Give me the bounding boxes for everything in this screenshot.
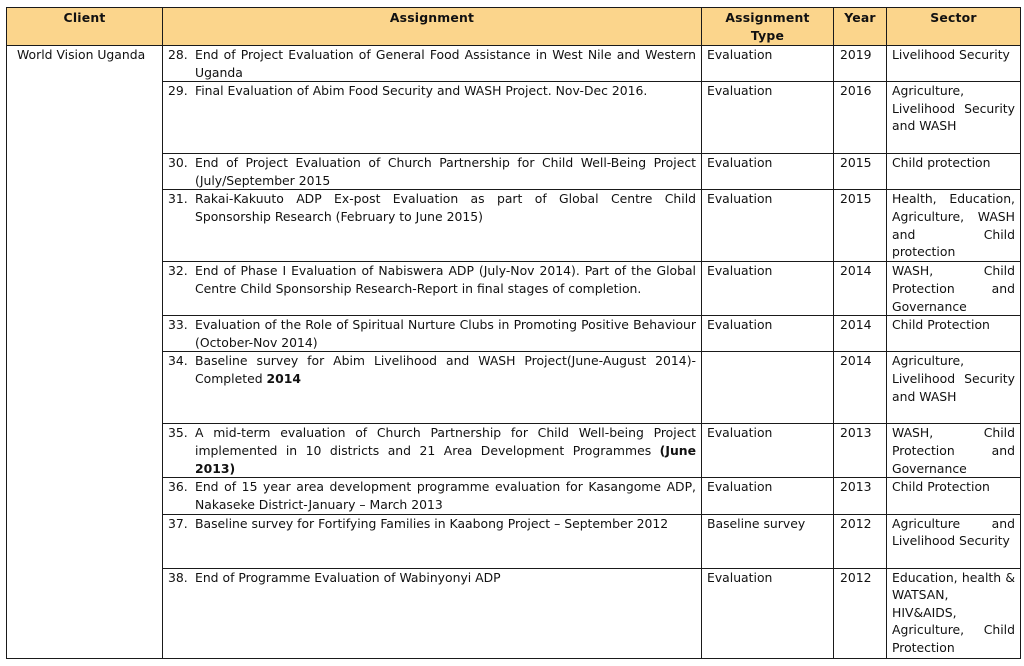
assignment-number: 33. (168, 317, 188, 333)
assignment-cell (163, 46, 702, 82)
assignment-number: 35. (168, 425, 188, 441)
assignment-text-wrap (195, 478, 696, 513)
assignment-text: End of Programme Evaluation of Wabinyonyi ADP (195, 569, 501, 585)
sector-cell: Livelihood Security (887, 46, 1021, 82)
assignment-text: A mid-term evaluation of Church Partnership for Child Well-being Project implemented in 10 districts and 21 Area Development Programmes (195, 425, 696, 458)
sector-cell: Child Protection (887, 316, 1021, 352)
sector-cell: Child protection (887, 154, 1021, 190)
assignment-type-cell: Evaluation (702, 262, 834, 316)
assignment-text: Rakai-Kakuuto ADP Ex-post Evaluation as part of Global Centre Child Sponsorship Research (February to June 2015) (195, 191, 696, 224)
year-cell: 2014 (834, 352, 887, 424)
assignment-type-cell: Evaluation (702, 190, 834, 262)
table-body (7, 46, 1021, 659)
assignment-cell (163, 316, 702, 352)
assignment-text: End of 15 year area development programme evaluation for Kasangome ADP, Nakaseke District-January – March 2013 (195, 479, 696, 512)
sector-cell: Education, health & WATSAN, HIV&AIDS, Agriculture, Child Protection (887, 568, 1021, 658)
assignment-type-cell: Evaluation (702, 46, 834, 82)
assignment-type-cell: Evaluation (702, 154, 834, 190)
assignment-number: 34. (168, 353, 188, 369)
assignment-text-wrap (195, 424, 696, 477)
assignment-cell (163, 568, 702, 658)
assignment-type-cell (702, 352, 834, 424)
year-cell: 2014 (834, 262, 887, 316)
year-cell: 2013 (834, 424, 887, 478)
assignment-text-wrap (195, 82, 696, 100)
assignment-cell (163, 478, 702, 514)
assignment-text: Final Evaluation of Abim Food Security and WASH Project. Nov-Dec 2016. (195, 83, 648, 99)
assignment-text: Baseline survey for Abim Livelihood and WASH Project(June-August 2014)-Completed (195, 353, 696, 386)
assignment-number: 38. (168, 569, 188, 585)
assignment-type-cell: Evaluation (702, 424, 834, 478)
sector-cell: Agriculture, Livelihood Security and WASH (887, 82, 1021, 154)
assignment-text-wrap (195, 352, 696, 387)
assignment-text-wrap (195, 262, 696, 297)
year-cell: 2014 (834, 316, 887, 352)
header-row (7, 8, 1021, 46)
assignment-text-wrap (195, 46, 696, 81)
sector-cell: Health, Education, Agriculture, WASH and Child protection (887, 190, 1021, 262)
assignment-text: Baseline survey for Fortifying Families in Kaabong Project – September 2012 (195, 515, 669, 531)
assignment-bold-text: 2014 (266, 370, 302, 386)
sector-cell: WASH, Child Protection and Governance (887, 262, 1021, 316)
assignment-bold-text: (June 2013) (195, 442, 696, 476)
assignment-type-cell: Evaluation (702, 478, 834, 514)
assignment-text-wrap (195, 515, 696, 533)
assignment-text-wrap (195, 154, 696, 189)
header-assignment: Assignment (163, 8, 702, 46)
assignment-cell (163, 262, 702, 316)
assignment-cell (163, 424, 702, 478)
assignment-number: 37. (168, 515, 188, 531)
header-year: Year (834, 8, 887, 46)
assignment-number: 36. (168, 479, 188, 495)
year-cell: 2016 (834, 82, 887, 154)
assignment-cell (163, 154, 702, 190)
assignment-number: 32. (168, 263, 188, 279)
assignment-cell (163, 190, 702, 262)
assignments-table (6, 7, 1021, 659)
assignment-type-cell: Evaluation (702, 568, 834, 658)
assignment-number: 29. (168, 83, 188, 99)
assignment-text: End of Project Evaluation of Church Partnership for Child Well-Being Project (July/September 2015 (195, 155, 696, 188)
client-cell: World Vision Uganda (7, 46, 163, 659)
assignment-type-cell: Evaluation (702, 82, 834, 154)
assignment-number: 30. (168, 155, 188, 171)
assignment-number: 31. (168, 191, 188, 207)
year-cell: 2012 (834, 568, 887, 658)
header-sector: Sector (887, 8, 1021, 46)
assignment-text-wrap (195, 190, 696, 225)
table-row (7, 46, 1021, 82)
assignment-text: End of Phase I Evaluation of Nabiswera ADP (July-Nov 2014). Part of the Global Centre Child Sponsorship Research-Report in final stages of completion. (195, 263, 696, 296)
assignment-type-cell: Evaluation (702, 316, 834, 352)
sector-cell: WASH, Child Protection and Governance (887, 424, 1021, 478)
assignment-type-cell: Baseline survey (702, 514, 834, 568)
assignment-text-wrap (195, 569, 696, 587)
assignment-text-wrap (195, 316, 696, 351)
assignment-number: 28. (168, 47, 188, 62)
year-cell: 2015 (834, 154, 887, 190)
assignment-text: Evaluation of the Role of Spiritual Nurture Clubs in Promoting Positive Behaviour (October-Nov 2014) (195, 317, 696, 350)
year-cell: 2019 (834, 46, 887, 82)
header-client: Client (7, 8, 163, 46)
assignment-cell (163, 514, 702, 568)
year-cell: 2013 (834, 478, 887, 514)
year-cell: 2012 (834, 514, 887, 568)
assignment-text: End of Project Evaluation of General Food Assistance in West Nile and Western Uganda (195, 47, 696, 80)
sector-cell: Agriculture, Livelihood Security and WASH (887, 352, 1021, 424)
sector-cell: Agriculture and Livelihood Security (887, 514, 1021, 568)
assignment-cell (163, 82, 702, 154)
year-cell: 2015 (834, 190, 887, 262)
sector-cell: Child Protection (887, 478, 1021, 514)
assignment-cell (163, 352, 702, 424)
header-assignment-type: Assignment Type (702, 8, 834, 46)
